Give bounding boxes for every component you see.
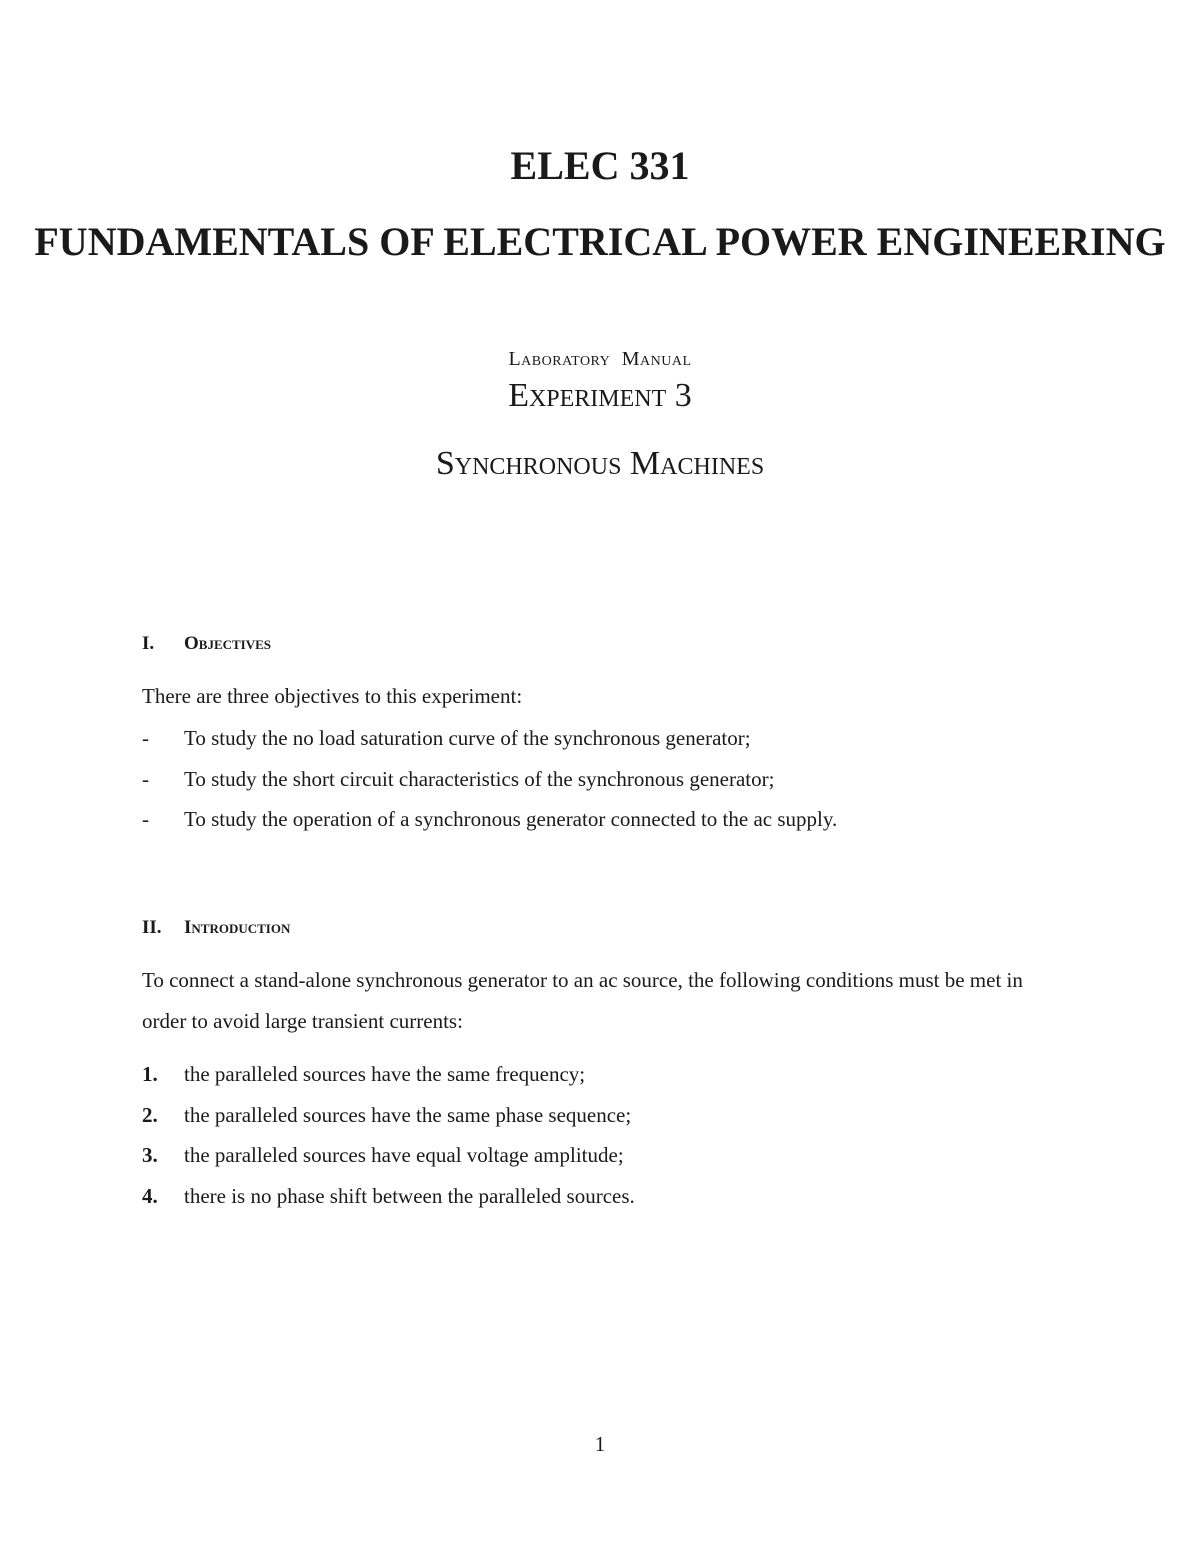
objectives-intro: There are three objectives to this experiment: <box>142 684 523 708</box>
list-item <box>142 1054 1072 1095</box>
page-number: 1 <box>594 1432 606 1456</box>
list-marker: - <box>142 807 149 831</box>
section-title: Introduction <box>184 917 291 938</box>
experiment-number: Experiment 3 <box>508 377 692 414</box>
list-item <box>142 1095 1072 1136</box>
course-title: FUNDAMENTALS OF ELECTRICAL POWER ENGINEERING <box>34 219 1166 264</box>
list-marker: - <box>142 766 149 791</box>
section-number: II. <box>142 917 162 938</box>
list-marker: 4. <box>142 1183 158 1208</box>
list-item <box>142 1176 1072 1217</box>
introduction-paragraph: To connect a stand-alone synchronous generator to an ac source, the following conditions must be met in order to avoid large transient currents: <box>142 968 1023 1033</box>
list-item <box>142 799 1072 840</box>
objectives-list <box>142 718 1072 840</box>
list-item-text: the paralleled sources have the same frequency; <box>184 1062 586 1086</box>
list-item-text: To study the operation of a synchronous generator connected to the ac supply. <box>184 807 838 831</box>
list-marker: 2. <box>142 1102 158 1127</box>
section-number: I. <box>142 633 155 654</box>
list-item <box>142 759 1072 800</box>
list-item-text: the paralleled sources have equal voltage amplitude; <box>184 1143 624 1167</box>
list-item <box>142 1135 1072 1176</box>
section-title: Objectives <box>184 633 272 654</box>
manual-label: Laboratory Manual <box>508 348 692 370</box>
list-item-text: the paralleled sources have the same phase sequence; <box>184 1102 632 1127</box>
section-heading-introduction <box>142 916 290 940</box>
section-heading-objectives <box>142 632 271 656</box>
conditions-list <box>142 1054 1072 1216</box>
list-marker: - <box>142 726 149 750</box>
list-item <box>142 718 1072 759</box>
list-item-text: To study the no load saturation curve of the synchronous generator; <box>184 726 751 750</box>
list-marker: 3. <box>142 1143 158 1167</box>
list-marker: 1. <box>142 1062 158 1086</box>
list-item-text: To study the short circuit characteristics of the synchronous generator; <box>184 766 775 791</box>
course-code: ELEC 331 <box>510 143 690 188</box>
list-item-text: there is no phase shift between the paralleled sources. <box>184 1183 635 1208</box>
experiment-subject: Synchronous Machines <box>435 445 765 482</box>
